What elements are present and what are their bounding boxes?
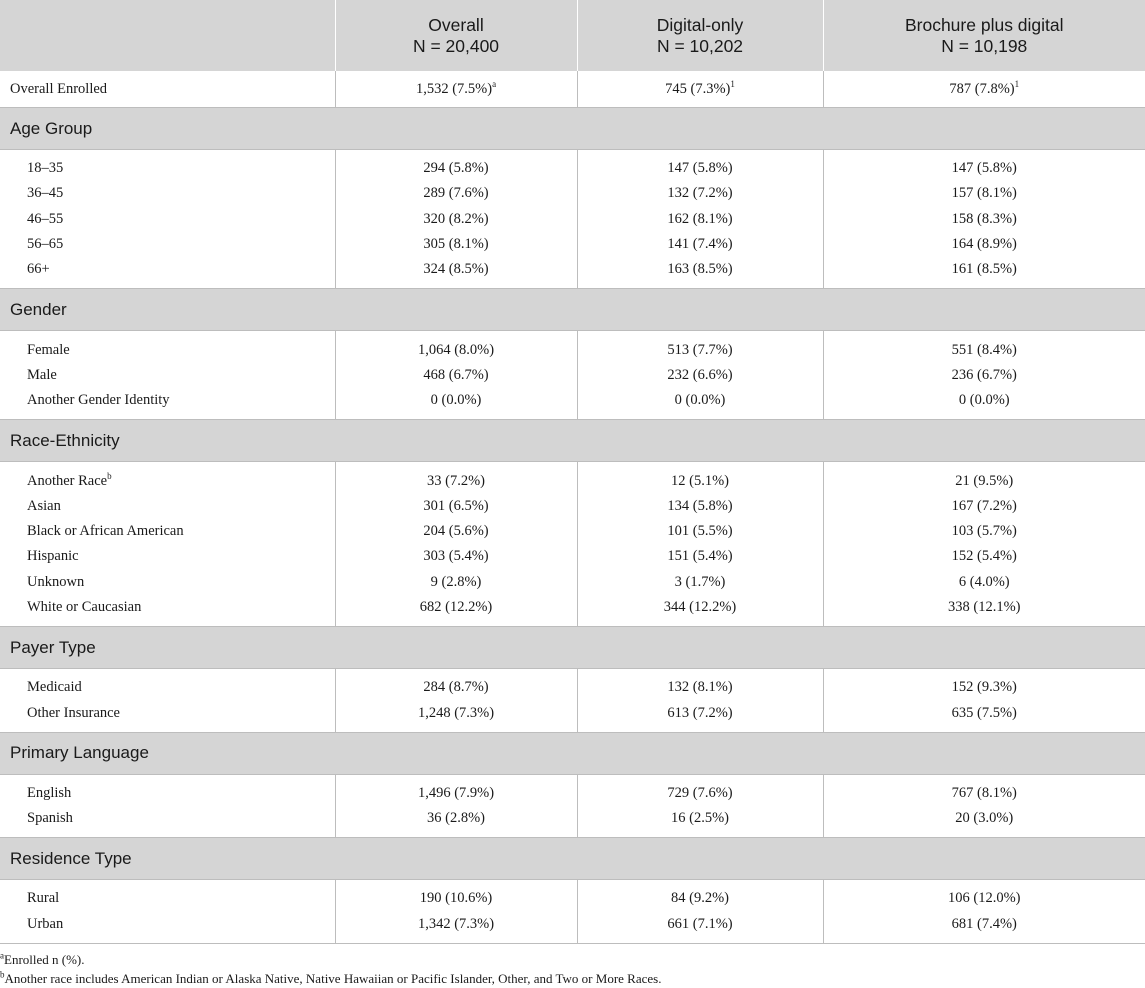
brochure-value: 157 (8.1%) bbox=[823, 181, 1145, 206]
overall-value: 204 (5.6%) bbox=[335, 519, 577, 544]
brochure-value: 164 (8.9%) bbox=[823, 232, 1145, 257]
digital-value: 147 (5.8%) bbox=[577, 150, 823, 182]
brochure-value: 767 (8.1%) bbox=[823, 774, 1145, 806]
header-overall-n: N = 20,400 bbox=[412, 35, 500, 56]
table-row bbox=[0, 494, 1145, 519]
section-title: Age Group bbox=[0, 108, 1145, 150]
digital-value: 613 (7.2%) bbox=[577, 700, 823, 732]
header-digital-n: N = 10,202 bbox=[656, 35, 744, 56]
brochure-value: 0 (0.0%) bbox=[823, 388, 1145, 420]
brochure-value: 106 (12.0%) bbox=[823, 880, 1145, 912]
table-row bbox=[0, 331, 1145, 363]
digital-value: 12 (5.1%) bbox=[577, 462, 823, 494]
table-row bbox=[0, 519, 1145, 544]
table-row bbox=[0, 181, 1145, 206]
row-label: Urban bbox=[0, 912, 335, 944]
row-label: English bbox=[27, 784, 72, 801]
digital-value: 132 (7.2%) bbox=[577, 181, 823, 206]
section-header bbox=[0, 420, 1145, 462]
row-label: Spanish bbox=[0, 806, 335, 838]
row-label: 36–45 bbox=[27, 185, 64, 202]
section-title: Residence Type bbox=[0, 838, 1145, 880]
overall-value: 33 (7.2%) bbox=[335, 462, 577, 494]
table-row bbox=[0, 700, 1145, 732]
row-label: Unknown bbox=[27, 573, 85, 590]
section-title: Primary Language bbox=[0, 732, 1145, 774]
table-row bbox=[0, 363, 1145, 388]
digital-value: 232 (6.6%) bbox=[577, 363, 823, 388]
row-label: 46–55 bbox=[27, 210, 64, 227]
footnote-mark: b bbox=[0, 969, 5, 980]
section-header bbox=[0, 732, 1145, 774]
section-title: Payer Type bbox=[0, 627, 1145, 669]
brochure-value: 147 (5.8%) bbox=[823, 150, 1145, 182]
footnote-mark: 1 bbox=[730, 78, 735, 89]
digital-value: 0 (0.0%) bbox=[577, 388, 823, 420]
row-label: Male bbox=[27, 366, 57, 383]
table-row bbox=[0, 207, 1145, 232]
section-title: Gender bbox=[0, 289, 1145, 331]
brochure-value: 20 (3.0%) bbox=[823, 806, 1145, 838]
brochure-value: 6 (4.0%) bbox=[823, 570, 1145, 595]
overall-value: 1,342 (7.3%) bbox=[335, 912, 577, 944]
digital-value: 151 (5.4%) bbox=[577, 544, 823, 569]
row-label: White or Caucasian bbox=[0, 595, 335, 627]
brochure-value: 103 (5.7%) bbox=[823, 519, 1145, 544]
overall-value: 468 (6.7%) bbox=[335, 363, 577, 388]
brochure-value: 167 (7.2%) bbox=[823, 494, 1145, 519]
row-label: 66+ bbox=[0, 257, 335, 289]
digital-value: 134 (5.8%) bbox=[577, 494, 823, 519]
digital-value: 3 (1.7%) bbox=[577, 570, 823, 595]
overall-value: 190 (10.6%) bbox=[335, 880, 577, 912]
table-row bbox=[0, 388, 1145, 420]
overall-value: 0 (0.0%) bbox=[335, 388, 577, 420]
brochure-value: 681 (7.4%) bbox=[823, 912, 1145, 944]
header-overall bbox=[335, 0, 577, 71]
row-label: Hispanic bbox=[27, 548, 79, 565]
digital-value: 745 $(7.3\%)^1$ bbox=[577, 71, 823, 108]
row-label: Other Insurance bbox=[0, 700, 335, 732]
brochure-value: 161 (8.5%) bbox=[823, 257, 1145, 289]
table-row bbox=[0, 595, 1145, 627]
table-row bbox=[0, 669, 1145, 701]
header-overall-title: Overall bbox=[428, 14, 484, 35]
digital-value: 162 (8.1%) bbox=[577, 207, 823, 232]
overall-value: 320 (8.2%) bbox=[335, 207, 577, 232]
table-row bbox=[0, 150, 1145, 182]
brochure-value: 152 (9.3%) bbox=[823, 669, 1145, 701]
digital-value: 163 (8.5%) bbox=[577, 257, 823, 289]
footnote-mark: b bbox=[107, 470, 112, 481]
footnote-text: Another race includes American Indian or Alaska Native, Native Hawaiian or Pacific Islander, Other, and Two or More Races. bbox=[4, 970, 662, 986]
digital-value: 344 (12.2%) bbox=[577, 595, 823, 627]
brochure-value: 158 (8.3%) bbox=[823, 207, 1145, 232]
brochure-value: 21 (9.5%) bbox=[823, 462, 1145, 494]
overall-value: 324 (8.5%) bbox=[335, 257, 577, 289]
overall-value: 1,532 $(7.5\%)^a$ bbox=[335, 71, 577, 108]
overall-value: 682 (12.2%) bbox=[335, 595, 577, 627]
header-label-cell bbox=[0, 0, 335, 71]
brochure-value: 551 (8.4%) bbox=[823, 331, 1145, 363]
footnote-text: Enrolled n (%). bbox=[4, 951, 85, 967]
digital-value: 84 (9.2%) bbox=[577, 880, 823, 912]
brochure-value: 236 (6.7%) bbox=[823, 363, 1145, 388]
footnote-mark: a bbox=[492, 78, 497, 89]
digital-value: 513 (7.7%) bbox=[577, 331, 823, 363]
overall-enrolled-row bbox=[0, 71, 1145, 108]
table-row bbox=[0, 257, 1145, 289]
brochure-value: 635 (7.5%) bbox=[823, 700, 1145, 732]
header-digital-title: Digital-only bbox=[656, 14, 744, 35]
header-brochure bbox=[823, 0, 1145, 71]
footnote-mark: a bbox=[0, 950, 4, 961]
overall-value: 289 (7.6%) bbox=[335, 181, 577, 206]
digital-value: 16 (2.5%) bbox=[577, 806, 823, 838]
overall-value: 305 (8.1%) bbox=[335, 232, 577, 257]
table-row bbox=[0, 544, 1145, 569]
brochure-value: 338 (12.1%) bbox=[823, 595, 1145, 627]
section-header bbox=[0, 838, 1145, 880]
header-brochure-title: Brochure plus digital bbox=[904, 14, 1064, 35]
section-header bbox=[0, 289, 1145, 331]
digital-value: 729 (7.6%) bbox=[577, 774, 823, 806]
row-label: Medicaid bbox=[27, 679, 82, 696]
row-label: 18–35 bbox=[27, 160, 64, 177]
overall-value: 294 (5.8%) bbox=[335, 150, 577, 182]
row-label: Another Race$^b$ bbox=[27, 470, 112, 489]
overall-value: 284 (8.7%) bbox=[335, 669, 577, 701]
overall-value: 303 (5.4%) bbox=[335, 544, 577, 569]
brochure-value: 787 $(7.8\%)^1$ bbox=[823, 71, 1145, 108]
table-row bbox=[0, 912, 1145, 944]
brochure-value: 152 (5.4%) bbox=[823, 544, 1145, 569]
section-header bbox=[0, 108, 1145, 150]
header-digital bbox=[577, 0, 823, 71]
table-row bbox=[0, 880, 1145, 912]
row-label: Overall Enrolled bbox=[0, 71, 335, 108]
row-label: Another Gender Identity bbox=[0, 388, 335, 420]
overall-value: 36 (2.8%) bbox=[335, 806, 577, 838]
overall-value: 1,248 (7.3%) bbox=[335, 700, 577, 732]
overall-value: 1,064 (8.0%) bbox=[335, 331, 577, 363]
overall-value: 1,496 (7.9%) bbox=[335, 774, 577, 806]
table-row bbox=[0, 570, 1145, 595]
header-row bbox=[0, 0, 1145, 71]
overall-value: 9 (2.8%) bbox=[335, 570, 577, 595]
section-header bbox=[0, 627, 1145, 669]
row-label: Female bbox=[27, 341, 70, 358]
footnotes bbox=[0, 944, 1145, 988]
row-label: 56–65 bbox=[27, 236, 64, 253]
footnote bbox=[0, 969, 1145, 988]
row-label: Asian bbox=[27, 497, 61, 514]
header-brochure-n: N = 10,198 bbox=[941, 35, 1028, 56]
digital-value: 141 (7.4%) bbox=[577, 232, 823, 257]
footnote-mark: 1 bbox=[1014, 78, 1020, 89]
section-title: Race-Ethnicity bbox=[0, 420, 1145, 462]
digital-value: 101 (5.5%) bbox=[577, 519, 823, 544]
overall-value: 301 (6.5%) bbox=[335, 494, 577, 519]
table-row bbox=[0, 774, 1145, 806]
table-row bbox=[0, 462, 1145, 494]
table-row bbox=[0, 806, 1145, 838]
row-label: Rural bbox=[27, 890, 60, 907]
row-label: Black or African American bbox=[27, 523, 184, 540]
digital-value: 661 (7.1%) bbox=[577, 912, 823, 944]
table-row bbox=[0, 232, 1145, 257]
footnote bbox=[0, 950, 1145, 969]
digital-value: 132 (8.1%) bbox=[577, 669, 823, 701]
